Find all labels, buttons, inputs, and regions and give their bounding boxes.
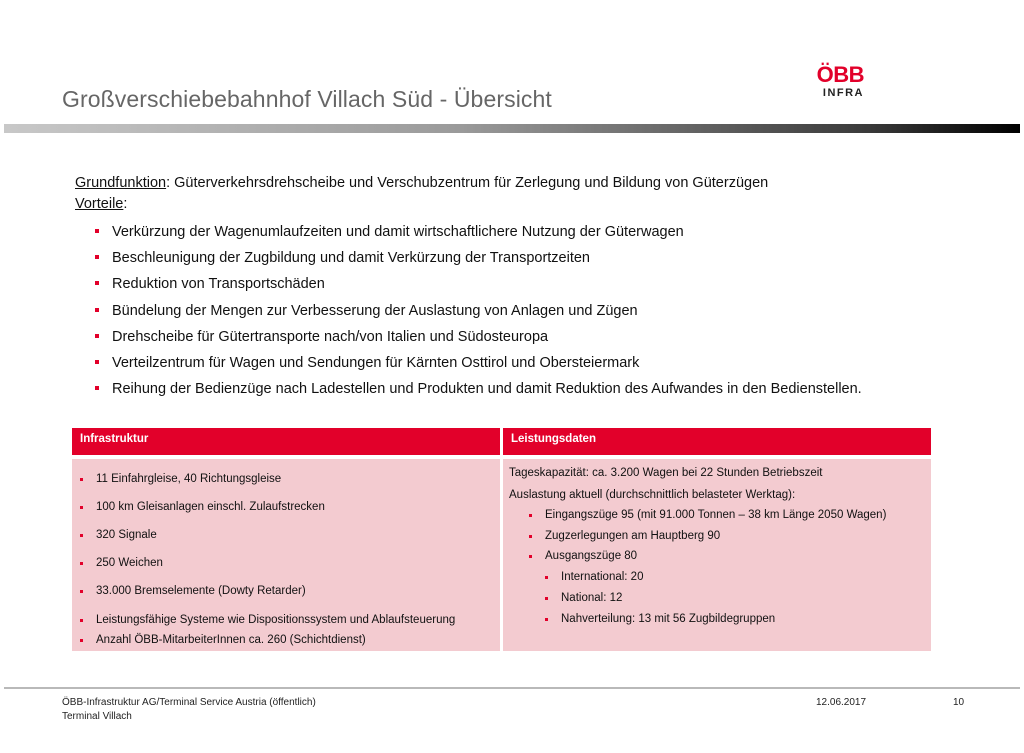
leistung-subsubitem: Nahverteilung: 13 mit 56 Zugbildegruppen <box>545 613 775 625</box>
obb-infra-logo <box>806 62 870 102</box>
grundfunktion-line <box>75 173 768 194</box>
grundfunktion-label: Grundfunktion <box>75 175 167 191</box>
vorteil-item: Drehscheibe für Gütertransporte nach/von Italien und Südosteuropa <box>95 327 862 353</box>
vorteil-item: Bündelung der Mengen zur Verbesserung der Auslastung von Anlagen und Zügen <box>95 301 862 327</box>
vorteile-colon: : <box>123 196 128 212</box>
leistungsdaten-cell <box>503 459 931 651</box>
vorteil-item: Verteilzentrum für Wagen und Sendungen für Kärnten Osttirol und Obersteiermark <box>95 353 862 379</box>
leistung-subsubitem: International: 20 <box>545 571 643 583</box>
footer-unit: Terminal Villach <box>62 711 132 722</box>
vorteile-list <box>95 222 862 405</box>
header-gradient-bar <box>4 124 1020 133</box>
footer-divider <box>4 687 1020 689</box>
infrastruktur-item: 11 Einfahrgleise, 40 Richtungsgleise <box>72 473 281 485</box>
grundfunktion-text: : Güterverkehrsdrehscheibe und Verschubzentrum für Zerlegung und Bildung von Güterzügen <box>166 175 769 191</box>
infrastruktur-header: Infrastruktur <box>72 428 500 455</box>
vorteile-label: Vorteile <box>75 196 124 212</box>
leistung-subsubitem: National: 12 <box>545 592 622 604</box>
infrastruktur-item: 320 Signale <box>72 529 157 541</box>
vorteil-item: Beschleunigung der Zugbildung und damit Verkürzung der Transportzeiten <box>95 248 862 274</box>
vorteil-item: Reduktion von Transportschäden <box>95 274 862 300</box>
leistung-line: Tageskapazität: ca. 3.200 Wagen bei 22 Stunden Betriebszeit <box>509 467 823 479</box>
leistung-line: Auslastung aktuell (durchschnittlich belasteter Werktag): <box>509 489 796 501</box>
vorteil-item: Reihung der Bedienzüge nach Ladestellen und Produkten und damit Reduktion des Aufwandes in den Bedienstellen. <box>95 379 862 405</box>
leistungsdaten-header: Leistungsdaten <box>503 428 931 455</box>
infrastruktur-item: 100 km Gleisanlagen einschl. Zulaufstrecken <box>72 501 325 513</box>
intro-block <box>75 173 768 215</box>
vorteile-line <box>75 194 768 215</box>
infrastruktur-item: Anzahl ÖBB-MitarbeiterInnen ca. 260 (Schichtdienst) <box>72 634 366 646</box>
vorteil-item: Verkürzung der Wagenumlaufzeiten und damit wirtschaftlichere Nutzung der Güterwagen <box>95 222 862 248</box>
slide-title: Großverschiebebahnhof Villach Süd - Übersicht <box>62 86 552 112</box>
infrastruktur-item: Leistungsfähige Systeme wie Dispositionssystem und Ablaufsteuerung <box>72 614 455 626</box>
infrastruktur-cell <box>72 459 500 651</box>
infrastruktur-item: 250 Weichen <box>72 557 163 569</box>
leistung-subitem: Ausgangszüge 80 <box>529 550 637 562</box>
leistung-subitem: Eingangszüge 95 (mit 91.000 Tonnen – 38 km Länge 2050 Wagen) <box>529 509 886 521</box>
logo-subtext: INFRA <box>822 87 864 99</box>
footer-company: ÖBB-Infrastruktur AG/Terminal Service Austria (öffentlich) <box>62 697 316 708</box>
leistung-subitem: Zugzerlegungen am Hauptberg 90 <box>529 530 720 542</box>
logo-text: ÖBB <box>816 62 864 87</box>
footer-page-number: 10 <box>953 697 965 708</box>
footer-date: 12.06.2017 <box>816 697 867 708</box>
infrastruktur-item: 33.000 Bremselemente (Dowty Retarder) <box>72 585 306 597</box>
